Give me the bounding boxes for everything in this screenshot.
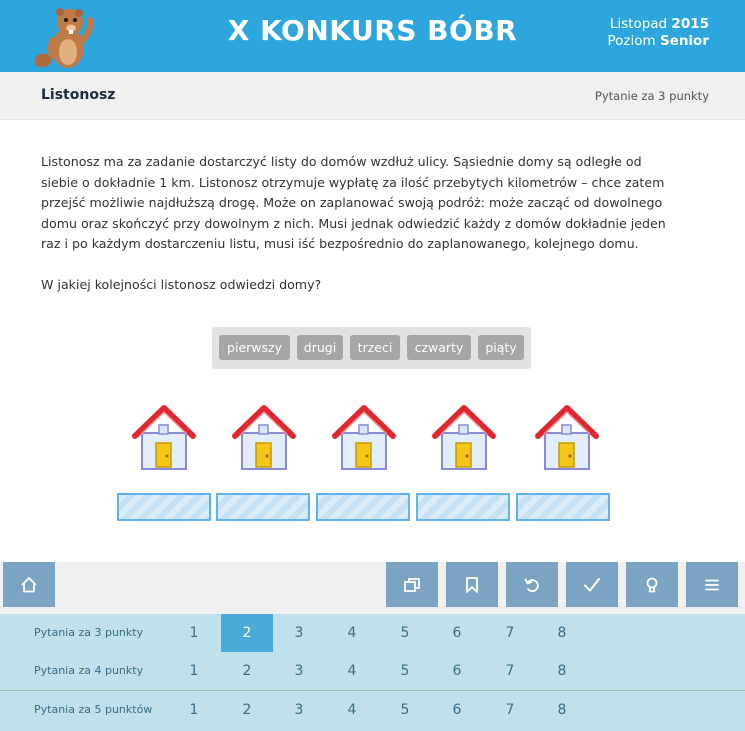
task-points: Pytanie za 3 punkty: [594, 89, 709, 103]
nav-question-3[interactable]: 3: [294, 702, 304, 718]
contest-edition: [607, 16, 709, 50]
menu-icon: [703, 576, 721, 594]
hint-button[interactable]: [626, 562, 678, 607]
month-label: Listopad: [609, 16, 668, 32]
nav-question-1[interactable]: 1: [189, 625, 199, 641]
nav-row-5-points: [0, 690, 745, 728]
house-icon: [131, 403, 197, 471]
menu-button[interactable]: [686, 562, 738, 607]
task-question: W jakiej kolejności listonosz odwiedzi domy?: [41, 276, 322, 292]
windows-icon: [403, 576, 421, 594]
tile-trzeci[interactable]: trzeci: [350, 335, 400, 360]
tile-czwarty[interactable]: czwarty: [407, 335, 471, 360]
undo-icon: [523, 576, 541, 594]
nav-question-7[interactable]: 7: [505, 663, 515, 679]
nav-question-3[interactable]: 3: [294, 663, 304, 679]
hint-icon: [643, 576, 661, 594]
home-button[interactable]: [3, 562, 55, 607]
level-label: Poziom: [607, 33, 656, 49]
home-icon: [20, 576, 38, 594]
drop-slot-5[interactable]: [516, 493, 610, 521]
tile-drugi[interactable]: drugi: [297, 335, 343, 360]
tile-pierwszy[interactable]: pierwszy: [219, 335, 290, 360]
tile-piaty[interactable]: piąty: [478, 335, 524, 360]
nav-question-2[interactable]: 2: [242, 702, 252, 718]
nav-question-4[interactable]: 4: [347, 663, 357, 679]
nav-question-8[interactable]: 8: [557, 663, 567, 679]
nav-question-7[interactable]: 7: [505, 625, 515, 641]
contest-title: X KONKURS BÓBR: [227, 14, 518, 47]
nav-question-8[interactable]: 8: [557, 625, 567, 641]
nav-question-8[interactable]: 8: [557, 702, 567, 718]
year-label: 2015: [671, 16, 709, 32]
task-header: [0, 72, 745, 120]
drop-slot-1[interactable]: [117, 493, 211, 521]
house-icon: [331, 403, 397, 471]
nav-row-label: Pytania za 5 punktów: [34, 703, 153, 716]
task-content: [41, 152, 681, 295]
nav-question-6[interactable]: 6: [452, 663, 462, 679]
level-value: Senior: [659, 33, 709, 49]
undo-button[interactable]: [506, 562, 558, 607]
nav-question-4[interactable]: 4: [347, 702, 357, 718]
nav-question-5[interactable]: 5: [400, 702, 410, 718]
nav-question-2[interactable]: 2: [221, 614, 273, 652]
house-icon: [431, 403, 497, 471]
nav-question-4[interactable]: 4: [347, 625, 357, 641]
submit-button[interactable]: [566, 562, 618, 607]
bookmark-button[interactable]: [446, 562, 498, 607]
nav-question-5[interactable]: 5: [400, 663, 410, 679]
house-icon: [534, 403, 600, 471]
nav-question-7[interactable]: 7: [505, 702, 515, 718]
nav-question-6[interactable]: 6: [452, 625, 462, 641]
nav-question-5[interactable]: 5: [400, 625, 410, 641]
question-navigation: [0, 614, 745, 731]
nav-question-3[interactable]: 3: [294, 625, 304, 641]
task-title: Listonosz: [41, 87, 116, 103]
nav-question-6[interactable]: 6: [452, 702, 462, 718]
drop-slot-4[interactable]: [416, 493, 510, 521]
nav-row-3-points: [0, 614, 745, 652]
nav-row-label: Pytania za 4 punkty: [34, 664, 144, 677]
contest-header: [0, 0, 745, 72]
house-icon: [231, 403, 297, 471]
check-icon: [583, 576, 601, 594]
nav-question-2[interactable]: 2: [242, 663, 252, 679]
drop-slot-3[interactable]: [316, 493, 410, 521]
windows-button[interactable]: [386, 562, 438, 607]
nav-row-label: Pytania za 3 punkty: [34, 626, 144, 639]
nav-question-1[interactable]: 1: [189, 702, 199, 718]
drop-slot-2[interactable]: [216, 493, 310, 521]
nav-question-1[interactable]: 1: [189, 663, 199, 679]
answer-tiles-tray: [212, 327, 531, 369]
nav-row-4-points: [0, 652, 745, 690]
bookmark-icon: [463, 576, 481, 594]
task-description: Listonosz ma za zadanie dostarczyć listy do domów wzdłuż ulicy. Sąsiednie domy są odległe od siebie o dokładnie 1 km. Listonosz otrzymuje wypłatę za ilość przebytych kilometrów – chce zatem przejść możliwie najdłuższą drogę. Może on zaplanować swoją podróż: może zacząć od dowolnego domu oraz skończyć przy dowolnym z nich. Musi jednak odwiedzić każdy z domów dokładnie jeden raz i po każdym dostarczeniu listu, musi iść bezpośrednio do zaplanowanego, kolejnego domu.: [41, 154, 666, 251]
